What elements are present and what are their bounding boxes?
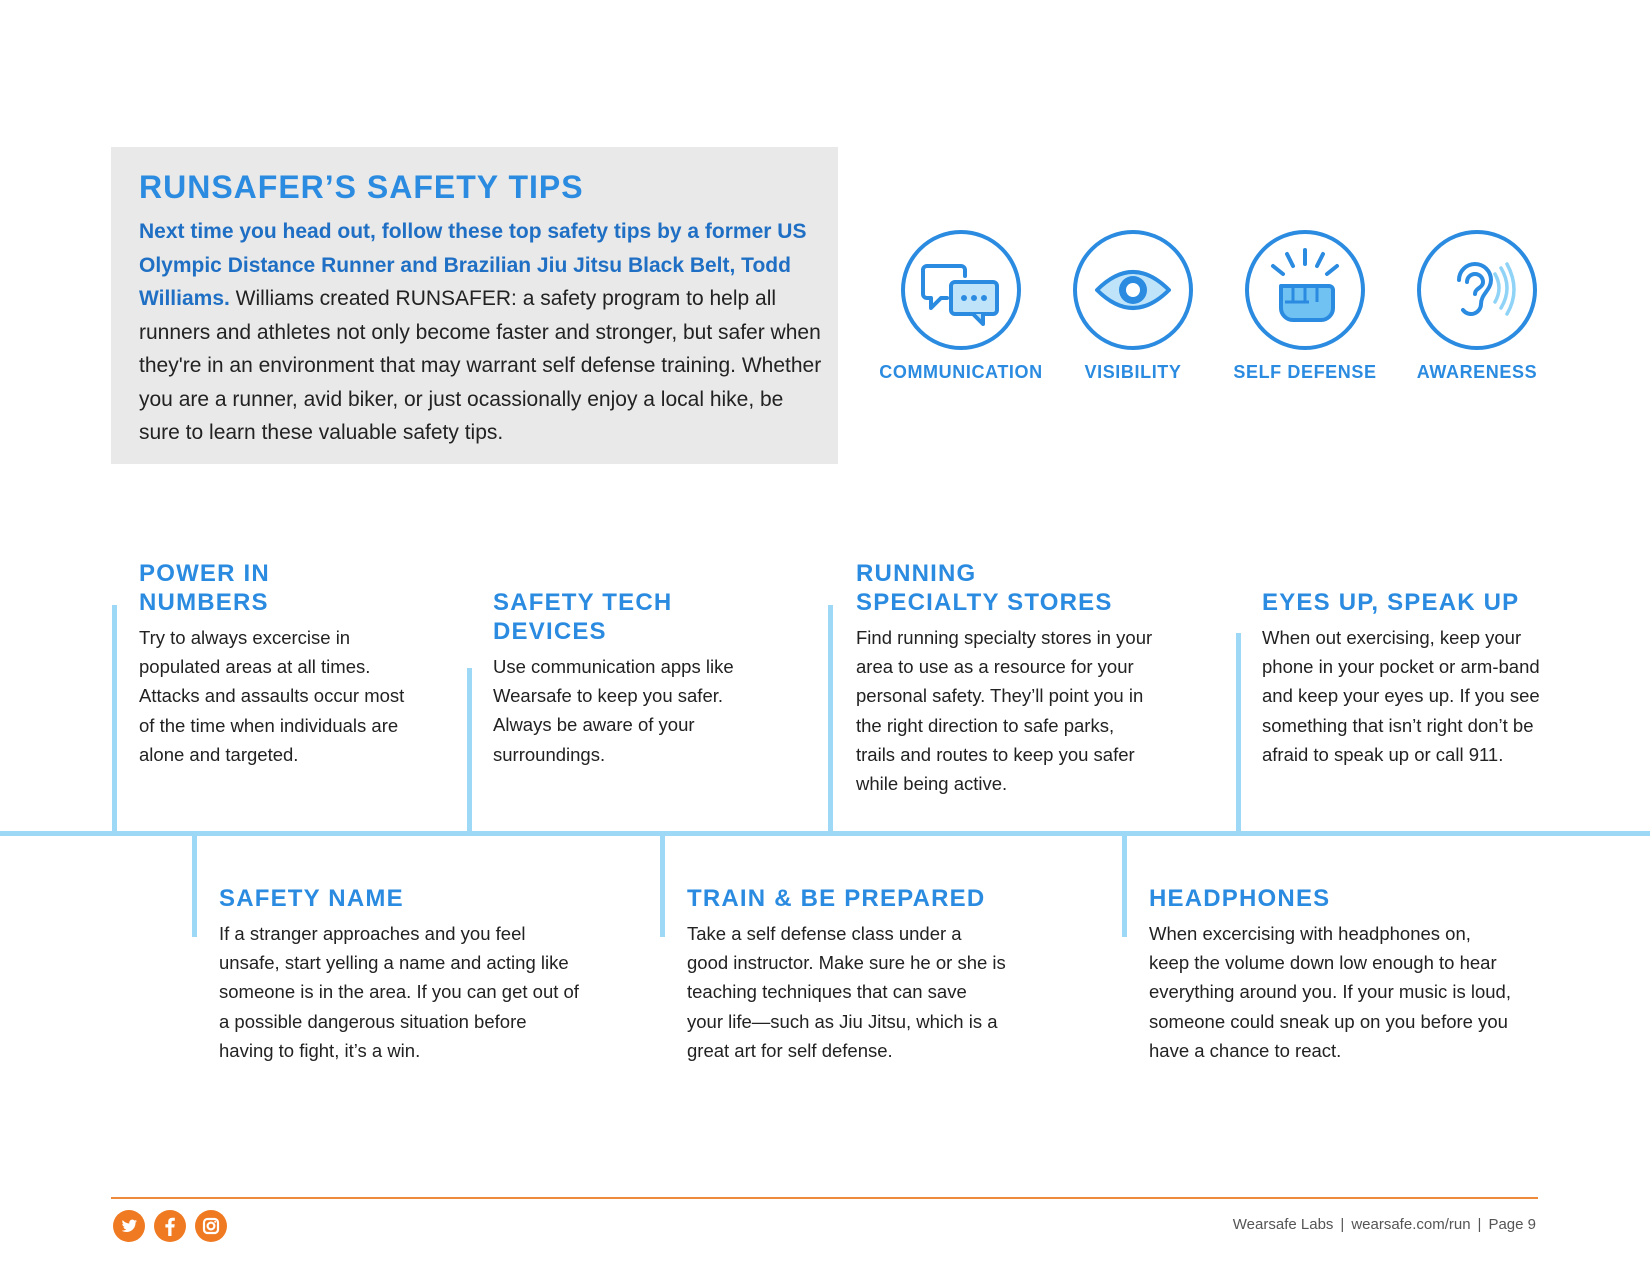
footer-separator: | [1477,1216,1482,1233]
timeline-line [0,831,1650,836]
instagram-icon[interactable] [195,1210,227,1242]
icon-label: AWARENESS [1416,362,1538,382]
tip-safety-name [219,884,579,1065]
timeline-connector [192,834,197,937]
tip-title [139,559,419,617]
tip-headphones [1149,884,1514,1065]
intro-lead: Next time you head out, follow these top safety tips by a former US Olympic Distance Runner and Brazilian Jiu Jitsu Black Belt, Todd Williams. [139,220,807,310]
tip-body: Find running specialty stores in your area to use as a resource for your personal safety. They’ll point you in the right direction to safe parks, trails and routes to keep you safer while being active. [856,627,1153,795]
tip-body: When out exercising, keep your phone in your pocket or arm-band and keep your eyes up. If you see something that isn’t right don’t be afraid to speak up or call 911. [1262,627,1540,765]
intro-box [111,147,838,464]
page-title: RUNSAFER’S SAFETY TIPS [139,169,584,205]
icon-label: VISIBILITY [1084,362,1182,382]
tip-body: If a stranger approaches and you feel unsafe, start yelling a name and acting like someone is in the area. If you can get out of a possible dangerous situation before having to fight, it’s a win. [219,923,579,1061]
timeline-connector [660,834,665,937]
tip-power-in-numbers [139,559,419,769]
tip-running-specialty-stores [856,559,1156,798]
icons-row [866,230,1546,390]
timeline-connector [467,668,472,833]
intro-paragraph [139,215,829,450]
icon-label: SELF DEFENSE [1233,362,1377,382]
footer-info [1233,1216,1536,1233]
tip-title: HEADPHONES [1149,885,1331,912]
tip-title-text: POWER IN NUMBERS [139,560,270,616]
tip-title-text: EYES UP, SPEAK UP [1262,589,1520,616]
tip-eyes-up-speak-up [1262,588,1562,769]
footer-divider [111,1197,1538,1199]
eye-icon [1073,230,1193,350]
tip-title: SAFETY NAME [219,885,404,912]
tip-body: Take a self defense class under a good instructor. Make sure he or she is teaching techniques that can save your life—such as Jiu Jitsu, which is a great art for self defense. [687,923,1006,1061]
chat-bubbles-icon [901,230,1021,350]
facebook-icon[interactable] [154,1210,186,1242]
tip-title [856,559,1156,617]
twitter-icon[interactable] [113,1210,145,1242]
timeline-connector [1122,834,1127,937]
tip-title: TRAIN & BE PREPARED [687,885,986,912]
tip-title-text: SAFETY TECH DEVICES [493,589,673,645]
intro-body: Williams created RUNSAFER: a safety program to help all runners and athletes not only become faster and stronger, but safer when they're in an environment that may warrant self defense training. Whether you are a runner, avid biker, or just ocassionally enjoy a local hike, be sure to learn these valuable safety tips. [139,287,822,444]
footer-separator: | [1340,1216,1345,1233]
icon-label: COMMUNICATION [879,362,1043,382]
tip-title-text: RUNNING SPECIALTY STORES [856,560,1113,616]
tip-body: Use communication apps like Wearsafe to keep you safer. Always be aware of your surroundings. [493,656,734,765]
ear-icon [1417,230,1537,350]
tip-body: Try to always excercise in populated areas at all times. Attacks and assaults occur most of the time when individuals are alone and targeted. [139,627,405,765]
tip-body: When excercising with headphones on, keep the volume down low enough to hear everything around you. If your music is loud, someone could sneak up on you before you have a chance to react. [1149,923,1511,1061]
fist-icon [1245,230,1365,350]
tip-train-and-be-prepared [687,884,1007,1065]
page-number: Page 9 [1488,1216,1536,1233]
footer-company: Wearsafe Labs [1232,1216,1334,1233]
timeline-connector [112,605,117,833]
footer-url[interactable]: wearsafe.com/run [1351,1216,1471,1233]
tip-title [1262,588,1562,617]
timeline-connector [1236,633,1241,833]
timeline-connector [828,605,833,833]
tip-safety-tech-devices [493,588,763,769]
tip-title [493,588,763,646]
